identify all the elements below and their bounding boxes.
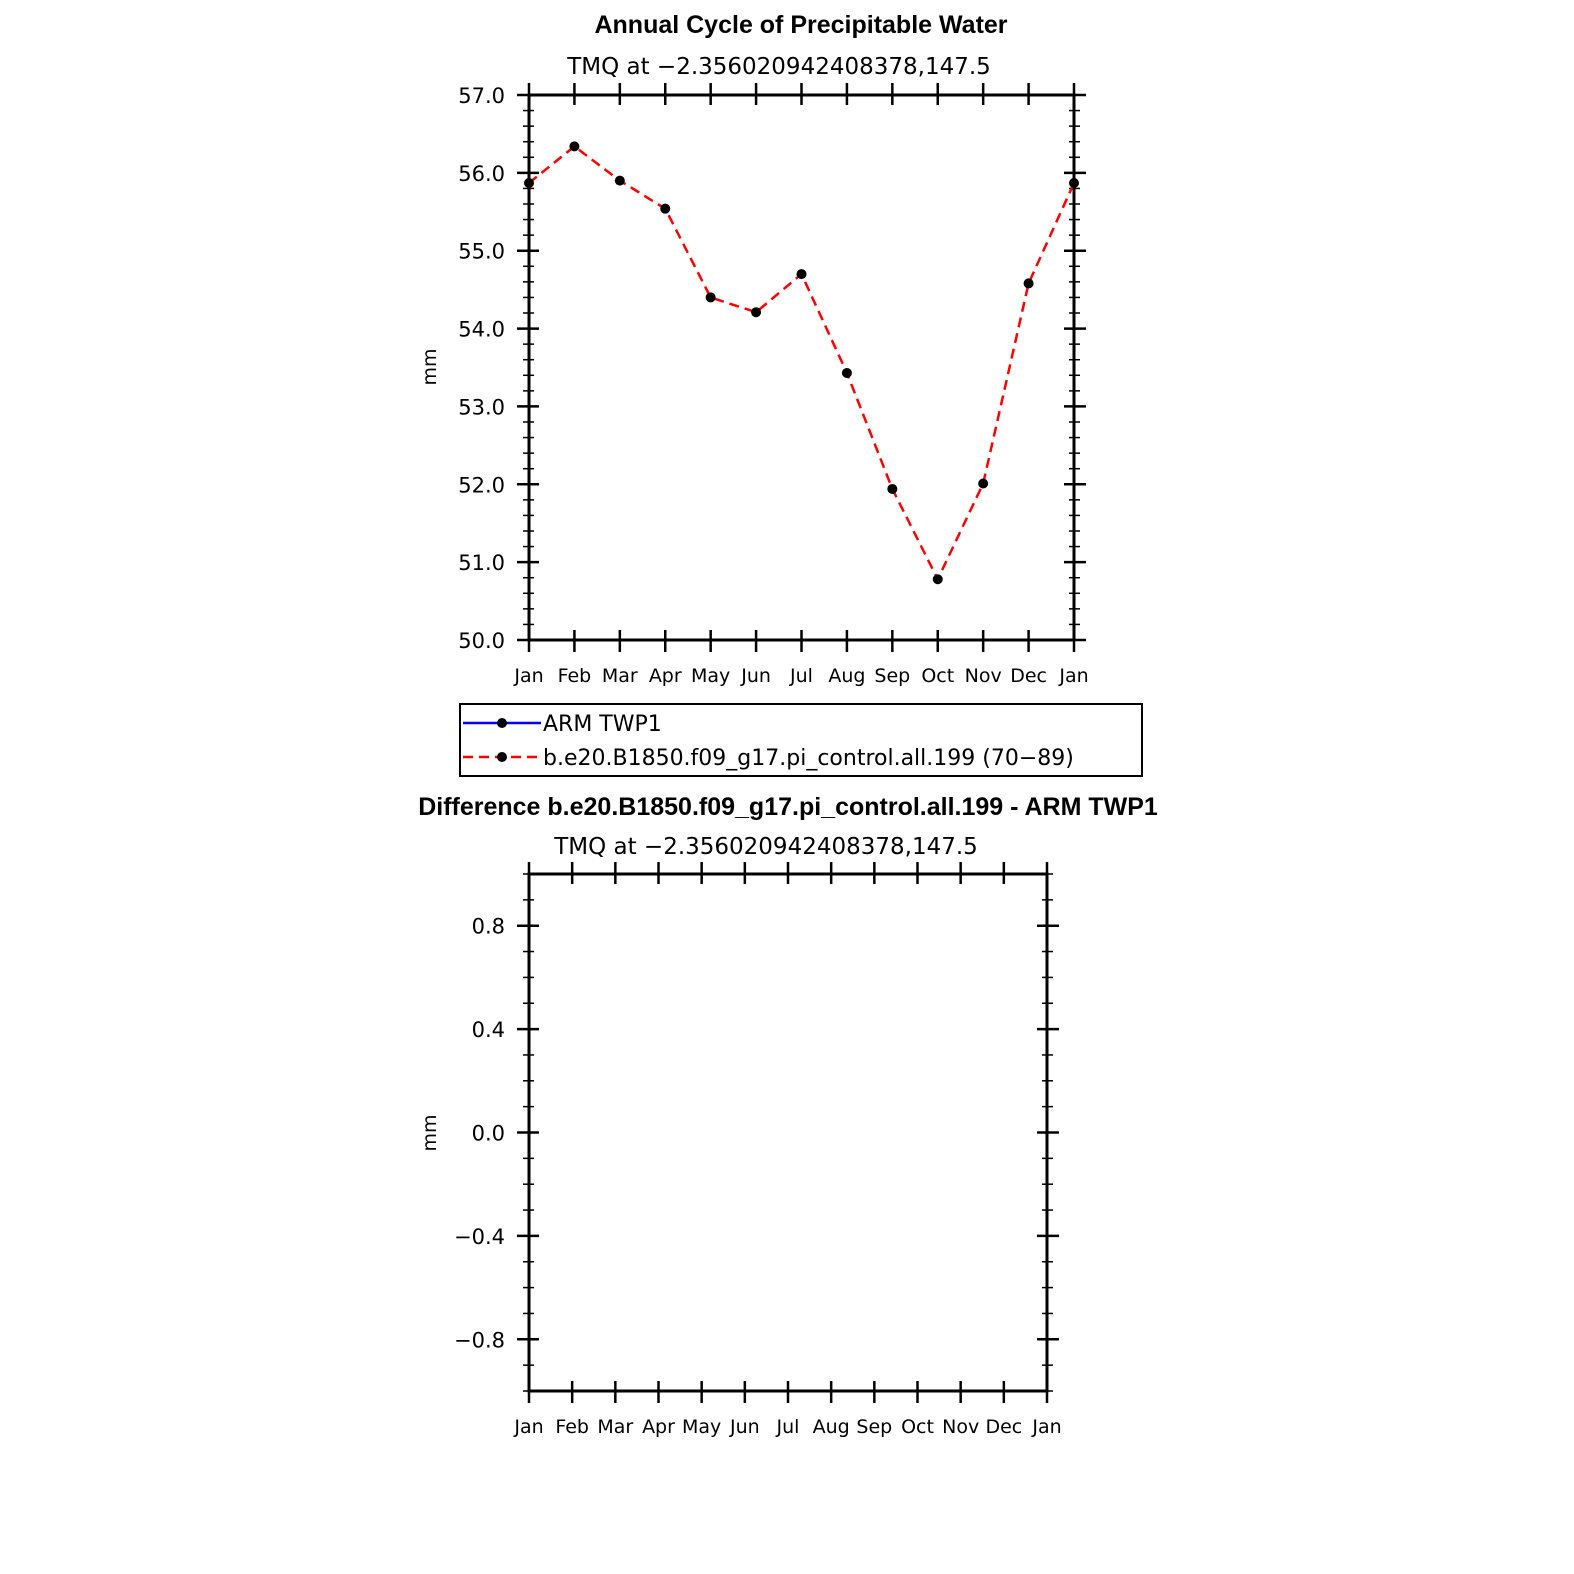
x-tick-label: Aug (828, 665, 866, 687)
y-tick-label: 53.0 (458, 395, 505, 420)
data-point (887, 484, 897, 494)
x-tick-label: Mar (601, 665, 638, 687)
data-point (933, 574, 943, 584)
x-tick-label: Jan (514, 1416, 544, 1438)
x-tick-label: Oct (901, 1416, 934, 1438)
legend-model-label: b.e20.B1850.f09_g17.pi_control.all.199 (70−89) (543, 746, 1074, 771)
x-tick-label: Feb (555, 1416, 589, 1438)
x-tick-label: Sep (856, 1416, 893, 1438)
x-tick-label: Jan (1032, 1416, 1062, 1438)
chart2-subtitle: TMQ at −2.356020942408378,147.5 (554, 834, 978, 860)
data-point (751, 307, 761, 317)
y-tick-label: 0.4 (471, 1018, 505, 1043)
x-tick-label: Dec (985, 1416, 1023, 1438)
y-tick-label: −0.4 (454, 1224, 505, 1249)
data-point (1069, 178, 1079, 188)
chart1-title: Annual Cycle of Precipitable Water (594, 11, 1008, 39)
data-point (706, 292, 716, 302)
x-tick-label: Jul (776, 1416, 800, 1438)
x-tick-label: Jun (741, 665, 771, 687)
y-tick-label: 54.0 (458, 317, 505, 342)
x-tick-label: Mar (597, 1416, 634, 1438)
x-tick-label: Apr (648, 665, 682, 687)
y-tick-label: 55.0 (458, 239, 505, 264)
legend-model-marker (497, 752, 507, 762)
x-tick-label: May (682, 1416, 722, 1438)
legend-arm-label: ARM TWP1 (543, 712, 662, 737)
y-tick-label: −0.8 (454, 1328, 505, 1353)
x-tick-label: May (691, 665, 731, 687)
data-point (615, 176, 625, 186)
x-tick-label: Aug (812, 1416, 850, 1438)
x-tick-label: Jun (729, 1416, 760, 1438)
x-tick-label: Sep (874, 665, 911, 687)
x-tick-label: Jan (1059, 665, 1089, 687)
y-tick-label: 56.0 (458, 161, 505, 186)
x-tick-label: Nov (964, 665, 1002, 687)
y-tick-label: 0.0 (471, 1121, 505, 1146)
chart1-ylabel: mm (419, 348, 441, 386)
data-point (569, 141, 579, 151)
x-tick-label: Oct (921, 665, 955, 687)
y-tick-label: 51.0 (458, 551, 505, 576)
data-point (797, 269, 807, 279)
x-tick-label: Jul (790, 665, 813, 687)
y-tick-label: 52.0 (458, 473, 505, 498)
data-point (1024, 278, 1034, 288)
legend (460, 704, 1142, 776)
x-tick-label: Feb (557, 665, 592, 687)
data-point (660, 204, 670, 214)
chart2-title: Difference b.e20.B1850.f09_g17.pi_control.all.199 - ARM TWP1 (418, 793, 1158, 821)
y-tick-label: 50.0 (458, 629, 505, 653)
x-tick-label: Jan (514, 665, 544, 687)
x-tick-label: Dec (1010, 665, 1047, 687)
chart2-ylabel: mm (419, 1114, 441, 1152)
legend-arm-marker (497, 718, 507, 728)
data-point (978, 479, 988, 489)
y-tick-label: 0.8 (471, 914, 505, 939)
data-point (842, 368, 852, 378)
y-tick-label: 57.0 (458, 84, 505, 108)
chart1-subtitle: TMQ at −2.356020942408378,147.5 (567, 54, 991, 80)
x-tick-label: Nov (942, 1416, 980, 1438)
data-point (524, 178, 534, 188)
x-tick-label: Apr (642, 1416, 675, 1438)
